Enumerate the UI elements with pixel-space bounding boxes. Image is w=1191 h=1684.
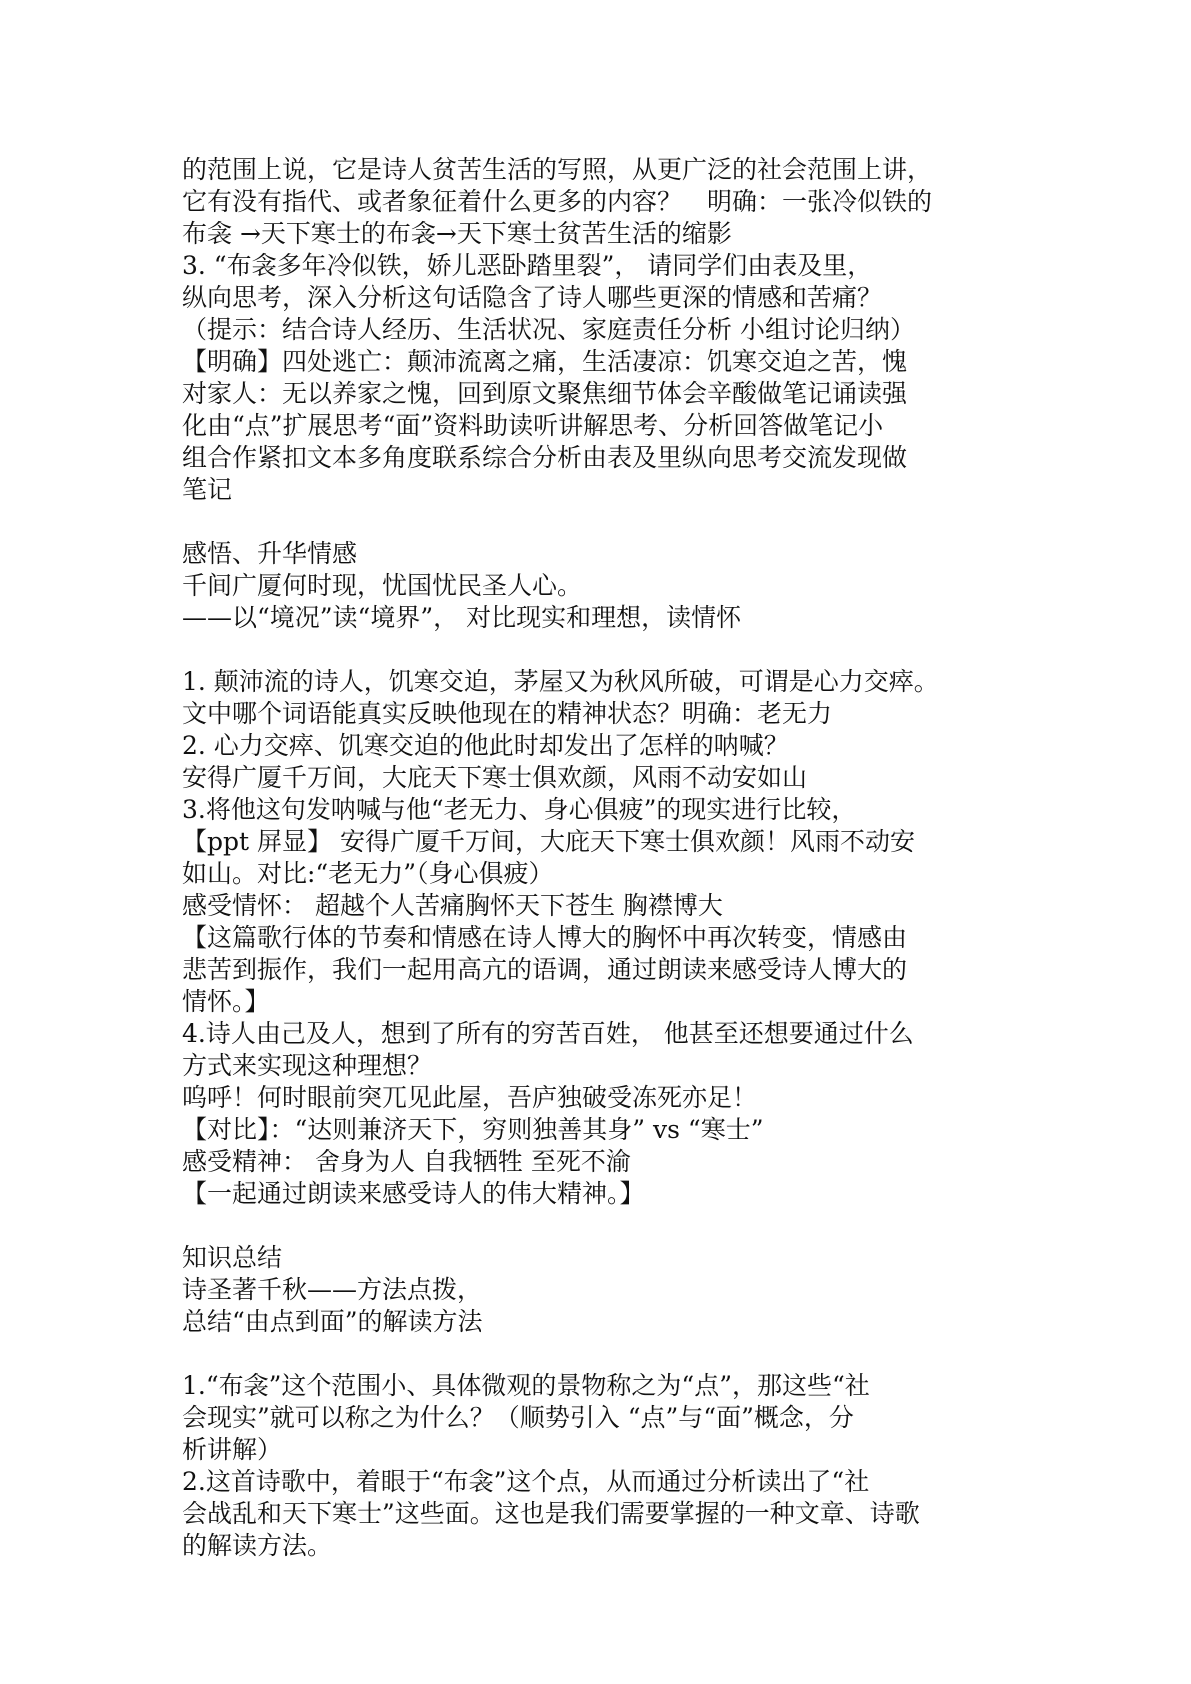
text-line: 会现实”就可以称之为什么？（顺势引入 “点”与“面”概念，分 <box>182 1403 854 1432</box>
text-line: 4.诗人由己及人，想到了所有的穷苦百姓， 他甚至还想要通过什么 <box>182 1019 914 1048</box>
text-line: 化由“点”扩展思考“面”资料助读听讲解思考、分析回答做笔记小 <box>182 411 884 440</box>
text-line: 情怀。】 <box>182 987 270 1016</box>
text-line: 会战乱和天下寒士”这些面。这也是我们需要掌握的一种文章、诗歌 <box>182 1499 920 1528</box>
paragraph-gap <box>182 1338 1040 1370</box>
text-line: 3.将他这句发呐喊与他“老无力、身心俱疲”的现实进行比较， <box>182 795 857 824</box>
text-line: 3. “布衾多年冷似铁，娇儿恶卧踏里裂”， 请同学们由表及里， <box>182 251 873 280</box>
text-line: 总结“由点到面”的解读方法 <box>182 1307 483 1336</box>
text-line: 1.“布衾”这个范围小、具体微观的景物称之为“点”，那这些“社 <box>182 1371 870 1400</box>
text-line: 安得广厦千万间，大庇天下寒士俱欢颜，风雨不动安如山 <box>182 763 808 792</box>
text-line: 千间广厦何时现，忧国忧民圣人心。 <box>182 571 583 600</box>
text-line: 对家人：无以养家之愧，回到原文聚焦细节体会辛酸做笔记诵读强 <box>182 379 908 408</box>
text-line: 【明确】四处逃亡：颠沛流离之痛，生活凄凉：饥寒交迫之苦，愧 <box>182 347 908 376</box>
text-line: 【ppt 屏显】 安得广厦千万间，大庇天下寒士俱欢颜！风雨不动安 <box>182 827 915 856</box>
text-line: 感悟、升华情感 <box>182 539 358 568</box>
text-line: 组合作紧扣文本多角度联系综合分析由表及里纵向思考交流发现做 <box>182 443 908 472</box>
text-line: 2. 心力交瘁、饥寒交迫的他此时却发出了怎样的呐喊？ <box>182 731 789 760</box>
text-line: 感受精神： 舍身为人 自我牺牲 至死不渝 <box>182 1147 631 1176</box>
text-line: ——以“境况”读“境界”， 对比现实和理想，读情怀 <box>182 603 742 632</box>
text-line: 悲苦到振作，我们一起用高亢的语调，通过朗读来感受诗人博大的 <box>182 955 908 984</box>
text-line: 【对比】：“达则兼济天下，穷则独善其身” vs “寒士” <box>182 1115 764 1144</box>
text-line: 2.这首诗歌中，着眼于“布衾”这个点，从而通过分析读出了“社 <box>182 1467 870 1496</box>
text-line: 纵向思考，深入分析这句话隐含了诗人哪些更深的情感和苦痛？ <box>182 283 883 312</box>
document-body <box>182 154 1040 1562</box>
text-line: 笔记 <box>182 475 233 504</box>
text-line: （提示：结合诗人经历、生活状况、家庭责任分析 小组讨论归纳） <box>182 315 915 344</box>
paragraph-gap <box>182 1210 1040 1242</box>
paragraph-gap <box>182 506 1040 538</box>
text-line: 文中哪个词语能真实反映他现在的精神状态？明确：老无力 <box>182 699 833 728</box>
text-line: 的解读方法。 <box>182 1531 333 1560</box>
text-line: 1. 颠沛流的诗人，饥寒交迫，茅屋又为秋风所破，可谓是心力交瘁。 <box>182 667 939 696</box>
text-line: 它有没有指代、或者象征着什么更多的内容？ 明确：一张冷似铁的 <box>182 187 933 216</box>
text-line: 呜呼！何时眼前突兀见此屋，吾庐独破受冻死亦足！ <box>182 1083 758 1112</box>
text-line: 方式来实现这种理想？ <box>182 1051 433 1080</box>
text-line: 如山。对比:“老无力”（身心俱疲） <box>182 859 554 888</box>
text-line: 布衾 →天下寒士的布衾→天下寒士贫苦生活的缩影 <box>182 219 732 248</box>
text-line: 的范围上说，它是诗人贫苦生活的写照，从更广泛的社会范围上讲， <box>182 155 933 184</box>
text-line: 诗圣著千秋——方法点拨， <box>182 1275 483 1304</box>
text-line: 【一起通过朗读来感受诗人的伟大精神。】 <box>182 1179 645 1208</box>
paragraph-gap <box>182 634 1040 666</box>
text-line: 知识总结 <box>182 1243 283 1272</box>
text-line: 【这篇歌行体的节奏和情感在诗人博大的胸怀中再次转变，情感由 <box>182 923 908 952</box>
text-line: 感受情怀： 超越个人苦痛胸怀天下苍生 胸襟博大 <box>182 891 723 920</box>
text-line: 析讲解） <box>182 1435 283 1464</box>
